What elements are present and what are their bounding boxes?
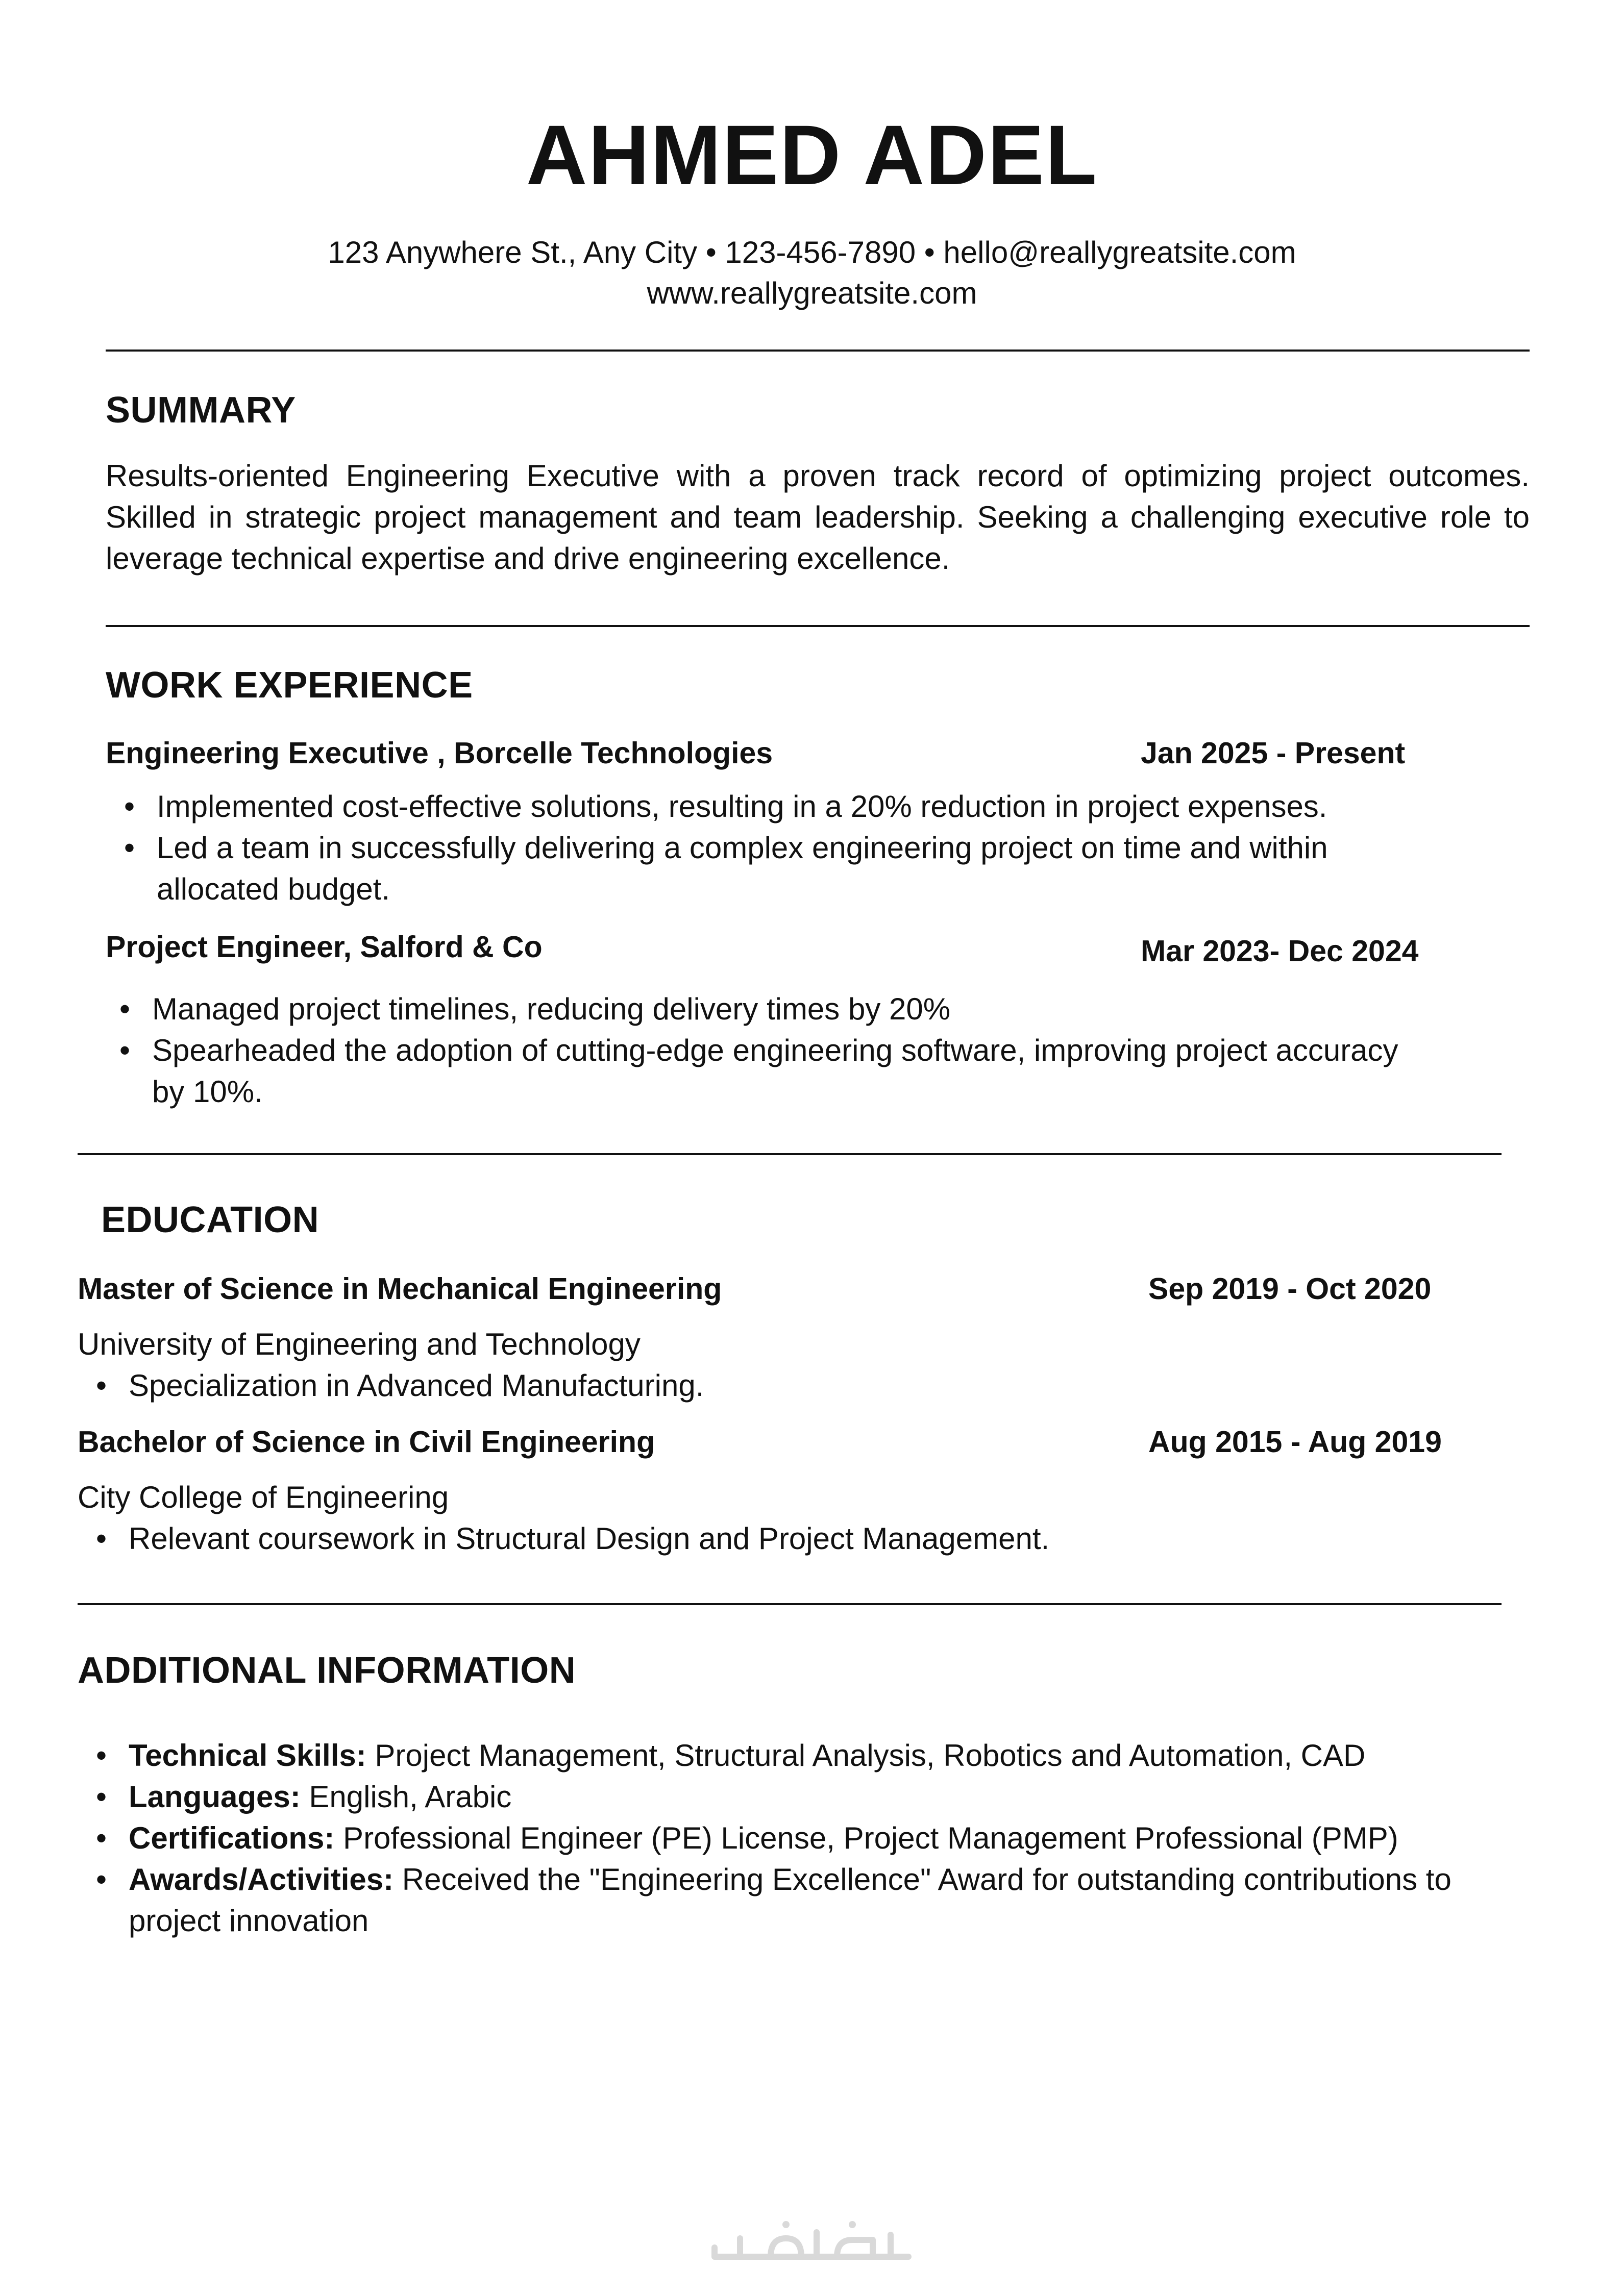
job-title: Engineering Executive , Borcelle Technologies — [106, 736, 773, 770]
summary-text: Results-oriented Engineering Executive with a proven track record of optimizing project outcomes. Skilled in strategic project management and team leadership. Seeking a challenging executive role to leverage technical expertise and drive engineering excellence. — [106, 459, 1530, 576]
list-item: • Managed project timelines, reducing delivery times by 20% — [101, 988, 1408, 1030]
list-item: • Awards/Activities: Received the "Engineering Excellence" Award for outstanding contributions to project innovation — [78, 1859, 1456, 1941]
bullet-icon: • — [96, 1521, 107, 1556]
divider — [78, 1603, 1502, 1605]
degree-dates: Aug 2015 - Aug 2019 — [1148, 1425, 1442, 1459]
item-label: Languages: — [129, 1780, 301, 1814]
list-item: • Certifications: Professional Engineer (PE) License, Project Management Professional (PMP) — [78, 1817, 1456, 1859]
list-item: • Relevant coursework in Structural Design and Project Management. — [78, 1518, 1456, 1559]
candidate-name: AHMED ADEL — [526, 108, 1098, 203]
item-label: Awards/Activities: — [129, 1862, 394, 1896]
contact-line: 123 Anywhere St., Any City • 123-456-7890 • hello@reallygreatsite.com — [328, 235, 1296, 269]
experience-title: WORK EXPERIENCE — [106, 665, 473, 706]
education-title: EDUCATION — [101, 1200, 319, 1240]
school-name: University of Engineering and Technology — [78, 1327, 641, 1361]
khamsat-watermark-icon — [704, 2212, 919, 2268]
bullet-icon: • — [119, 1033, 131, 1067]
bullet-icon: • — [96, 1821, 107, 1855]
divider — [106, 625, 1530, 627]
degree-bullets — [78, 1365, 1456, 1406]
school-name: City College of Engineering — [78, 1480, 449, 1514]
additional-title: ADDITIONAL INFORMATION — [78, 1650, 576, 1691]
bullet-icon: • — [119, 992, 131, 1026]
website-line: www.reallygreatsite.com — [647, 276, 977, 310]
job-bullets — [106, 786, 1443, 910]
list-item: • Spearheaded the adoption of cutting-edge engineering software, improving project accuracy by 10%. — [101, 1030, 1408, 1112]
item-label: Certifications: — [129, 1821, 335, 1855]
list-item: • Led a team in successfully delivering a complex engineering project on time and within allocated budget. — [106, 827, 1443, 910]
bullet-icon: • — [96, 1738, 107, 1773]
summary-title: SUMMARY — [106, 390, 296, 431]
divider — [78, 1153, 1502, 1155]
divider — [106, 350, 1530, 352]
job-title: Project Engineer, Salford & Co — [106, 930, 543, 964]
list-item: • Technical Skills: Project Management, Structural Analysis, Robotics and Automation, CAD — [78, 1735, 1456, 1776]
bullet-icon: • — [96, 1780, 107, 1814]
degree-title: Master of Science in Mechanical Engineering — [78, 1272, 722, 1306]
list-item: • Implemented cost-effective solutions, resulting in a 20% reduction in project expenses. — [106, 786, 1443, 827]
job-bullets — [101, 988, 1408, 1112]
list-item: • Languages: English, Arabic — [78, 1776, 1456, 1817]
list-item: • Specialization in Advanced Manufacturing. — [78, 1365, 1456, 1406]
degree-bullets — [78, 1518, 1456, 1559]
item-label: Technical Skills: — [129, 1738, 366, 1773]
additional-list — [78, 1735, 1456, 1941]
job-dates: Jan 2025 - Present — [1141, 736, 1406, 770]
degree-dates: Sep 2019 - Oct 2020 — [1148, 1272, 1432, 1306]
bullet-icon: • — [96, 1368, 107, 1403]
bullet-icon: • — [124, 789, 135, 823]
bullet-icon: • — [124, 831, 135, 865]
job-dates: Mar 2023- Dec 2024 — [1141, 934, 1419, 968]
degree-title: Bachelor of Science in Civil Engineering — [78, 1425, 655, 1459]
bullet-icon: • — [96, 1862, 107, 1896]
